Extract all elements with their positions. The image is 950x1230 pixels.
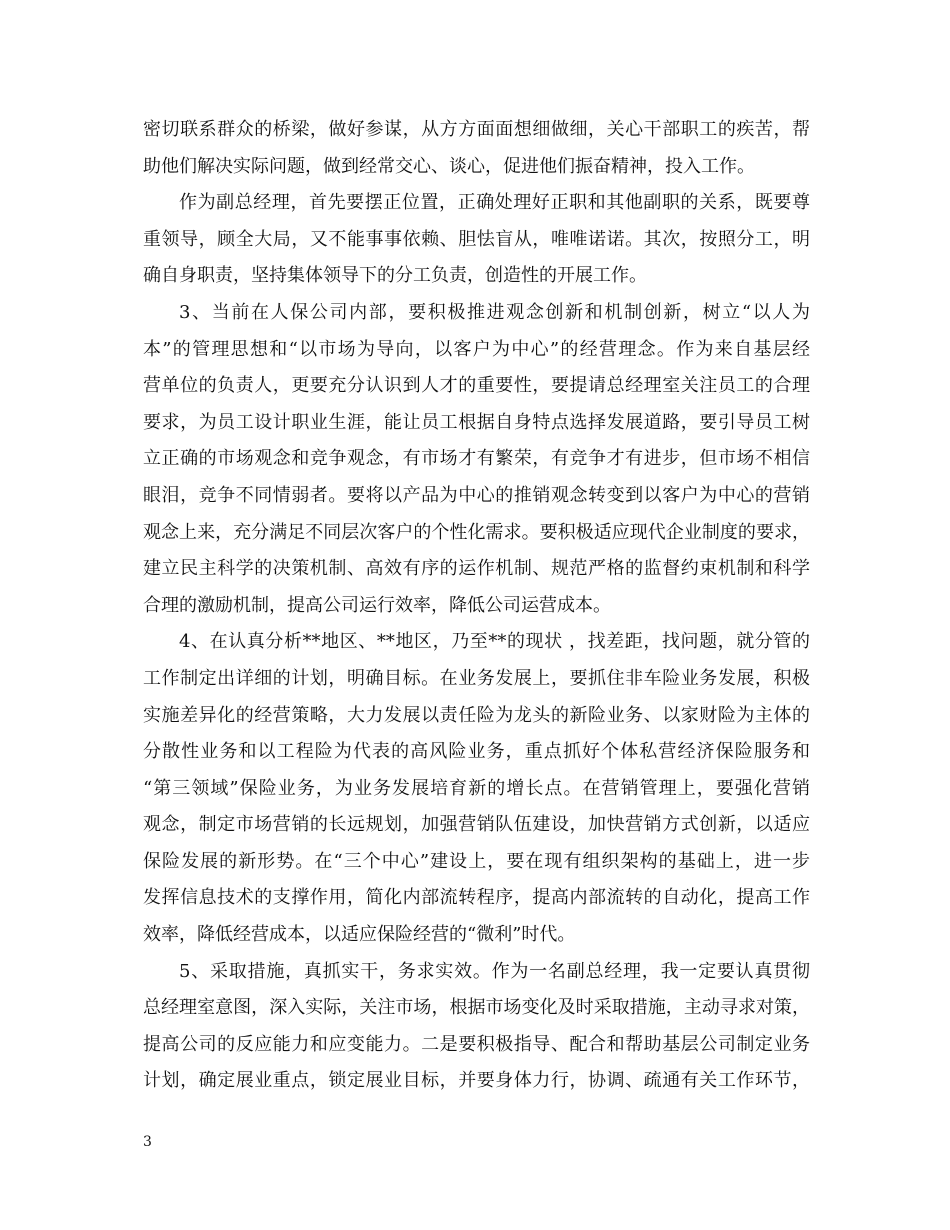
paragraph-line: 观念，制定市场营销的长远规划，加强营销队伍建设，加快营销方式创新，以适应 bbox=[143, 814, 810, 836]
paragraph-line: 提高公司的反应能力和应变能力。二是要积极指导、配合和帮助基层公司制定业务 bbox=[143, 1033, 810, 1055]
paragraph-line: 总经理室意图，深入实际，关注市场，根据市场变化及时采取措施，主动寻求对策， bbox=[143, 997, 810, 1019]
paragraph-line: 计划，确定展业重点，锁定展业目标，并要身体力行，协调、疏通有关工作环节， bbox=[143, 1070, 810, 1092]
paragraph-line: 本”的管理思想和“以市场为导向，以客户为中心”的经营理念。作为来自基层经 bbox=[143, 338, 810, 360]
paragraph-line: 分散性业务和以工程险为代表的高风险业务，重点抓好个体私营经济保险服务和 bbox=[143, 741, 810, 763]
paragraph-line: “第三领域”保险业务，为业务发展培育新的增长点。在营销管理上，要强化营销 bbox=[143, 777, 810, 799]
paragraph-line: 发挥信息技术的支撑作用，简化内部流转程序，提高内部流转的自动化，提高工作 bbox=[143, 887, 810, 909]
paragraph-line: 5、采取措施，真抓实干，务求实效。作为一名副总经理，我一定要认真贯彻 bbox=[179, 960, 810, 982]
paragraph-line: 建立民主科学的决策机制、高效有序的运作机制、规范严格的监督约束机制和科学 bbox=[143, 558, 810, 580]
paragraph-line: 眼泪，竞争不同情弱者。要将以产品为中心的推销观念转变到以客户为中心的营销 bbox=[143, 484, 810, 506]
paragraph-line: 实施差异化的经营策略，大力发展以责任险为龙头的新险业务、以家财险为主体的 bbox=[143, 704, 810, 726]
page-number: 3 bbox=[143, 1134, 152, 1150]
paragraph-line: 3、当前在人保公司内部，要积极推进观念创新和机制创新，树立“以人为 bbox=[179, 301, 810, 323]
paragraph-line: 合理的激励机制，提高公司运行效率，降低公司运营成本。 bbox=[143, 594, 611, 616]
paragraph-line: 立正确的市场观念和竞争观念，有市场才有繁荣，有竞争才有进步，但市场不相信 bbox=[143, 448, 810, 470]
paragraph-line: 助他们解决实际问题，做到经常交心、谈心，促进他们振奋精神，投入工作。 bbox=[143, 155, 755, 177]
paragraph-line: 作为副总经理，首先要摆正位置，正确处理好正职和其他副职的关系，既要尊 bbox=[179, 192, 810, 214]
paragraph-line: 确自身职责，坚持集体领导下的分工负责，创造性的开展工作。 bbox=[143, 265, 647, 287]
paragraph-line: 密切联系群众的桥梁，做好参谋，从方方面面想细做细，关心干部职工的疾苦，帮 bbox=[143, 119, 810, 140]
paragraph-line: 重领导，顾全大局，又不能事事依赖、胆怯盲从，唯唯诺诺。其次，按照分工，明 bbox=[143, 228, 810, 250]
paragraph-line: 工作制定出详细的计划，明确目标。在业务发展上，要抓住非车险业务发展，积极 bbox=[143, 667, 810, 689]
paragraph-line: 营单位的负责人，更要充分认识到人才的重要性，要提请总经理室关注员工的合理 bbox=[143, 375, 810, 397]
paragraph-line: 效率，降低经营成本，以适应保险经营的“微利”时代。 bbox=[143, 924, 576, 946]
paragraph-line: 保险发展的新形势。在“三个中心”建设上，要在现有组织架构的基础上，进一步 bbox=[143, 850, 810, 872]
paragraph-line: 观念上来，充分满足不同层次客户的个性化需求。要积极适应现代企业制度的要求， bbox=[143, 521, 810, 543]
paragraph-line: 要求，为员工设计职业生涯，能让员工根据自身特点选择发展道路，要引导员工树 bbox=[143, 411, 810, 433]
document-body bbox=[143, 112, 810, 1100]
paragraph-line: 4、在认真分析**地区、**地区，乃至**的现状 ，找差距，找问题，就分管的 bbox=[179, 631, 810, 653]
